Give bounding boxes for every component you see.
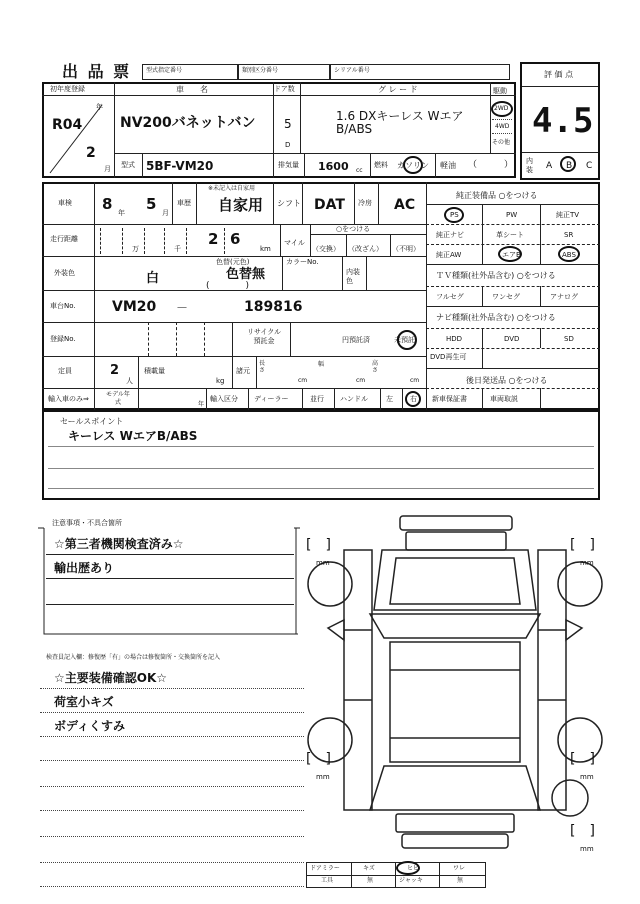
inspection-label: 車検 <box>58 199 72 207</box>
mileage-label: 走行距離 <box>50 235 78 243</box>
light-oil: 軽油 <box>440 161 456 170</box>
navi-hdd: HDD <box>446 335 463 343</box>
score-label: 評 価 点 <box>544 70 574 79</box>
interior-a: A <box>546 161 553 171</box>
import-dealer: ディーラー <box>254 395 289 403</box>
inspection-month: 5 <box>146 195 157 213</box>
reg-label: 登録No. <box>50 335 76 343</box>
model-year-label: モデル年式 <box>106 391 130 406</box>
oem-title: 純正装備品 ○をつける <box>456 191 538 200</box>
equip-airbag-circle <box>498 246 522 262</box>
grade: 1.6 DXキーレス Wエア B/ABS <box>336 109 464 136</box>
handle-right-circle <box>405 391 421 407</box>
fuel-label: 燃料 <box>374 161 388 169</box>
year-unit: 年 <box>96 103 103 111</box>
interior-label: 内装 <box>526 157 533 174</box>
tv-fullseg: フルセグ <box>436 293 464 301</box>
history-label: 車歴 <box>177 199 191 207</box>
capacity-unit: 人 <box>126 377 133 385</box>
car-diagram <box>300 510 610 860</box>
equip-ps-circle <box>444 207 464 223</box>
legend-scratch: キズ <box>363 865 375 872</box>
model-cert-field <box>142 64 238 80</box>
equip-pw: PW <box>506 211 518 219</box>
legend-jack-val: 無 <box>457 877 464 884</box>
capacity-label: 定員 <box>58 367 72 375</box>
fuel: ガソリン <box>397 161 429 170</box>
first-reg-label: 初年度登録 <box>50 85 85 93</box>
mile-label: マイル <box>284 239 305 247</box>
drive-label: 駆動 <box>493 87 507 95</box>
note-line-5: ボディくすみ <box>54 719 126 733</box>
legend-tools-val: 無 <box>367 877 374 884</box>
tv-analog: アナログ <box>550 293 578 301</box>
equip-airbag: エアB <box>502 251 521 259</box>
drive-2wd: 2WD <box>494 105 509 112</box>
drive-other: その他 <box>492 139 511 146</box>
fuel-circle <box>403 156 423 174</box>
drive-2wd-circle <box>491 101 513 117</box>
displacement-label: 排気量 <box>278 161 299 169</box>
displacement: 1600 <box>318 160 349 173</box>
mileage-tamper: （改ざん） <box>348 245 383 253</box>
equip-tv: 純正TV <box>556 211 580 219</box>
model-year-unit: 年 <box>198 401 205 408</box>
shift-label: シフト <box>277 199 301 208</box>
sales-text: キーレス WエアB/ABS <box>68 429 198 443</box>
ac-label: 冷房 <box>358 199 372 207</box>
door-unit: D <box>285 141 291 149</box>
recycle-yes: 円預託済 <box>342 336 370 344</box>
model: 5BF-VM20 <box>146 159 214 173</box>
equipment-panel <box>426 182 600 410</box>
interior-color-label: 内装色 <box>346 268 360 285</box>
first-reg-era: R04 <box>52 117 83 133</box>
import-type-label: 輸入区分 <box>210 395 238 403</box>
score-value: 4.5 <box>532 101 594 141</box>
mileage-1k: 千 <box>174 245 181 253</box>
equip-ps: PS <box>450 211 459 219</box>
later-warranty: 新車保証書 <box>432 395 467 403</box>
vin-dash: － <box>176 301 189 315</box>
color-no-label: カラーNo. <box>286 258 319 266</box>
inspection-month-unit: 月 <box>162 209 169 217</box>
legend-crack: ヒビ <box>407 865 420 872</box>
mm-spare: mm <box>580 845 594 853</box>
interior-b-circle <box>560 156 576 172</box>
dvd-play: DVD再生可 <box>430 353 467 361</box>
model-label: 型式 <box>121 161 135 169</box>
model-cert-label: 型式指定番号 <box>146 67 183 74</box>
equip-abs: ABS <box>562 251 576 259</box>
width-label: 幅 <box>318 361 325 368</box>
note-line-3: ☆主要装備確認OK☆ <box>54 671 168 685</box>
legend-tools: 工具 <box>321 877 334 884</box>
class-field <box>238 64 330 80</box>
navi-sd: SD <box>564 335 574 343</box>
history-note: ※未記入は自家用 <box>208 185 256 192</box>
mileage-10k: 万 <box>132 245 139 253</box>
note-line-1: ☆第三者機関検査済み☆ <box>54 537 184 551</box>
km-unit: km <box>260 245 271 253</box>
inspection-year-unit: 年 <box>118 209 125 217</box>
shift: DAT <box>314 197 345 213</box>
recycle-label: リサイクル預託金 <box>246 328 282 345</box>
grade-label: グ レ ー ド <box>378 85 418 94</box>
equip-abs-circle <box>558 246 580 262</box>
mileage-digits <box>100 228 276 254</box>
legend-jack: ジャッキ <box>399 877 423 884</box>
equip-leather: 革シート <box>496 231 524 239</box>
load-label: 積載量 <box>144 367 165 375</box>
ac: AC <box>394 197 416 213</box>
form-title: 出 品 票 <box>62 62 132 81</box>
car-name-label: 車 名 <box>176 85 208 94</box>
vin-number: 189816 <box>244 299 303 315</box>
interior-c: C <box>586 161 593 171</box>
month-unit: 月 <box>104 165 111 173</box>
class-label: 類別区分番号 <box>242 67 279 74</box>
note-line-2: 輸出歴あり <box>54 561 115 575</box>
vin-prefix: VM20 <box>112 299 157 315</box>
serial-label: シリアル番号 <box>334 67 370 74</box>
mileage-unknown: （不明） <box>392 245 420 253</box>
doors: 5 <box>284 117 292 131</box>
mileage-swap: （交換） <box>312 245 340 253</box>
mileage-digit-1: 2 <box>208 230 219 248</box>
capacity: 2 <box>110 363 120 378</box>
legend-door-mirror: ドアミラー <box>310 865 340 872</box>
length-label: 長さ <box>259 360 266 374</box>
length-cm: cm <box>298 377 308 384</box>
height-cm: cm <box>410 377 420 384</box>
doors-label: ドア数 <box>274 85 295 93</box>
width-cm: cm <box>356 377 366 384</box>
equip-navi: 純正ナビ <box>436 231 464 239</box>
mm-front-left: mm <box>316 559 330 567</box>
caution-label: 注意事項・不具合箇所 <box>52 519 122 527</box>
equip-sr: SR <box>564 231 574 239</box>
color-change-label: 色替(元色) <box>216 258 250 266</box>
recycle-no-circle <box>397 330 417 350</box>
dims-label: 諸元 <box>236 367 250 375</box>
navi-dvd: DVD <box>504 335 520 343</box>
later-title: 後日発送品 ○をつける <box>466 376 548 385</box>
mm-rear-right: mm <box>580 773 594 781</box>
import-parallel: 並行 <box>310 395 324 403</box>
mm-front-right: mm <box>580 559 594 567</box>
later-manual: 車両取説 <box>490 395 518 403</box>
color-label: 外装色 <box>54 269 75 277</box>
kg-unit: kg <box>216 377 225 385</box>
note-line-4: 荷室小キズ <box>54 695 114 709</box>
equip-aw: 純正AW <box>436 251 462 259</box>
sales-label: セールスポイント <box>60 417 124 426</box>
legend-break: ワレ <box>453 865 466 872</box>
import-label: 輸入車のみ⇒ <box>48 395 89 403</box>
first-reg-month: 2 <box>86 145 96 161</box>
mm-rear-left: mm <box>316 773 330 781</box>
car-name: NV200バネットバン <box>120 115 256 131</box>
handle-label: ハンドル <box>340 395 368 403</box>
serial-field <box>330 64 510 80</box>
navi-title: ナビ種類(社外品含む) ○をつける <box>436 313 556 322</box>
mileage-digit-2: 6 <box>230 230 241 248</box>
history: 自家用 <box>218 196 264 214</box>
inspector-label: 検査員記入欄：修復歴「有」の場合は修復箇所・交換箇所を記入 <box>46 654 221 661</box>
tv-title: ＴＶ種類(社外品含む) ○をつける <box>436 271 556 280</box>
height-label: 高さ <box>372 360 379 374</box>
cc-unit: cc <box>356 167 363 174</box>
color-change: 色替無 <box>226 267 266 282</box>
mileage-circle-note: ○をつける <box>336 225 371 233</box>
legend-crack-circle <box>396 861 420 875</box>
vin-label: 車台No. <box>50 302 76 310</box>
handle-left: 左 <box>386 395 393 403</box>
color: 白 <box>146 271 160 286</box>
inspection-year: 8 <box>102 195 113 213</box>
sales-block <box>42 410 600 500</box>
recycle-no: 未預託 <box>394 336 415 344</box>
interior-b: B <box>566 161 573 171</box>
handle-right: 右 <box>410 395 417 403</box>
drive-4wd: 4WD <box>495 123 510 130</box>
tv-oneseg: ワンセグ <box>492 293 520 301</box>
